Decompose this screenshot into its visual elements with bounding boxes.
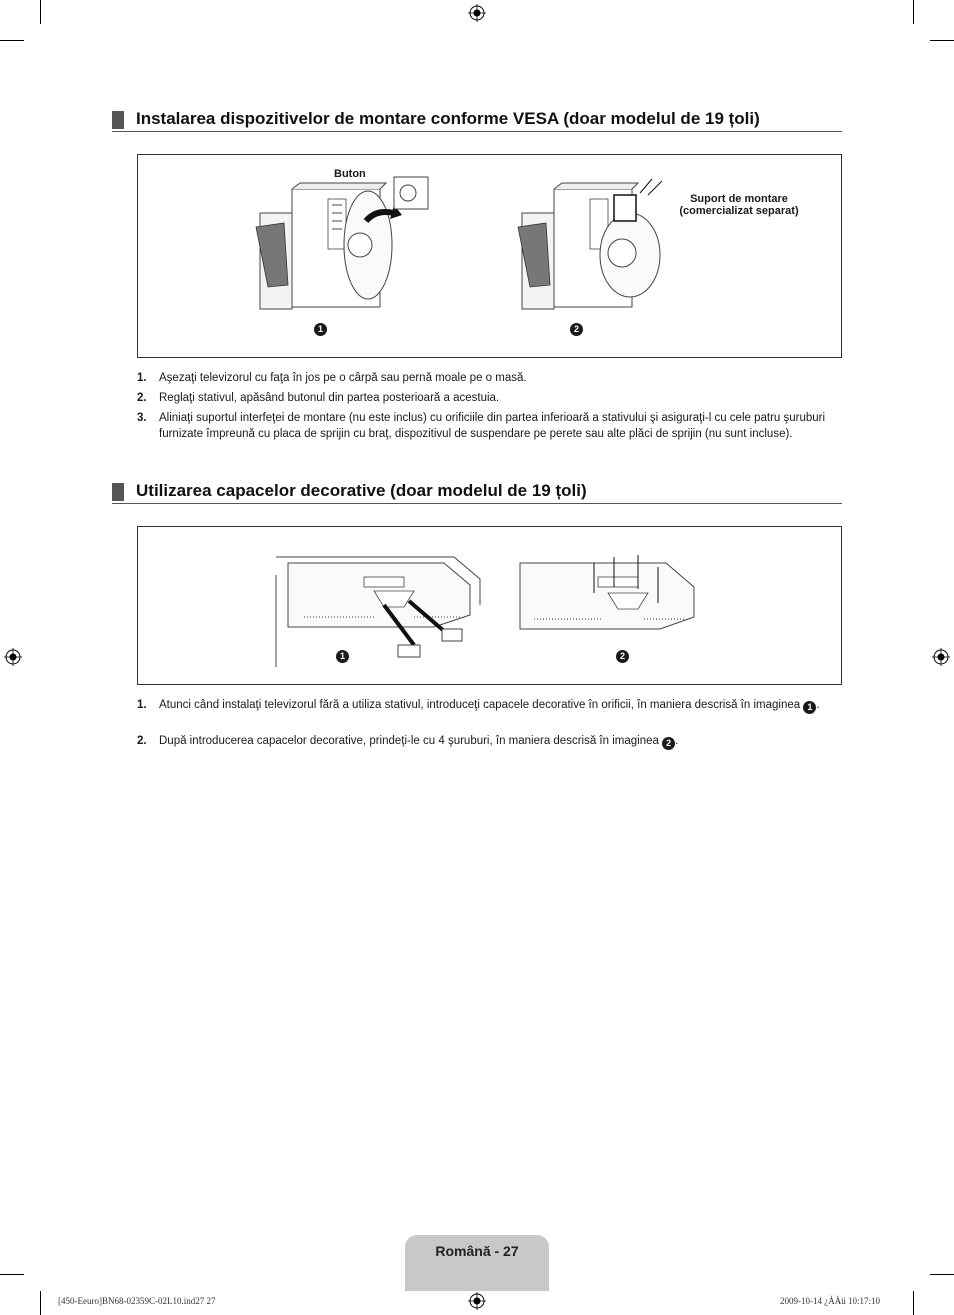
step-text: Reglaţi stativul, apăsând butonul din partea posterioară a acestuia. [159,392,500,404]
page-number-tab [405,1235,549,1291]
inline-badge: 1 [803,701,816,714]
label-mount [668,193,810,217]
section-title: Utilizarea capacelor decorative (doar modelul de 19 țoli) [136,481,587,500]
figure-badge-1: 1 [336,650,349,663]
list-item [137,371,842,387]
figure-decorative-covers [137,526,842,685]
section-heading-covers [112,481,842,504]
list-item [137,391,842,407]
section-title: Instalarea dispozitivelor de montare conforme VESA (doar modelul de 19 țoli) [136,109,760,128]
label-mount-line2: (comercializat separat) [679,205,799,217]
step-suffix: . [816,699,820,711]
step-text: Atunci când instalaţi televizorul fără a utiliza stativul, introduceţi capacele decorative în orificii, în maniera descrisă în imaginea [159,699,801,711]
step-number: 2. [137,392,147,404]
crop-mark [0,1274,24,1275]
page-label: Română - 27 [435,1243,519,1259]
list-item [137,734,842,750]
step-text-wrapper [159,734,842,750]
crop-mark [40,0,41,24]
label-mount-line1: Suport de montare [690,193,788,205]
registration-mark-icon [468,1292,486,1310]
step-number: 3. [137,412,147,424]
figure-badge-2: 2 [616,650,629,663]
label-button: Buton [334,168,366,180]
step-number: 1. [137,699,147,711]
tv-covers-screws-illustration [518,553,698,653]
figure-vesa-mount [137,154,842,358]
crop-mark [40,1291,41,1315]
figure-badge-2: 2 [570,323,583,336]
tv-back-stand-illustration [248,175,448,315]
print-slug-left: [450-Eeuro]BN68-02359C-02L10.ind27 27 [58,1296,216,1306]
print-slug-right: 2009-10-14 ¿ÀÀü 10:17:10 [780,1296,880,1306]
step-suffix: . [675,735,679,747]
tv-mount-bracket-illustration [510,175,670,315]
crop-mark [913,1291,914,1315]
registration-mark-icon [468,4,486,22]
list-item [137,698,842,730]
crop-mark [913,0,914,24]
step-text: Aliniaţi suportul interfeţei de montare (nu este inclus) cu orificiile din partea inferioară a stativului şi asiguraţi-l cu cele patru şuruburi furnizate împreună cu placa de sprijin cu braţ, dispozitivul de suspendare pe perete sau alte plăci de sprijin (nu sunt incluse). [159,412,826,440]
section-heading-vesa [112,109,842,132]
step-text: Aşezaţi televizorul cu faţa în jos pe o cârpă sau pernă moale pe o masă. [159,372,527,384]
heading-bar [112,111,124,129]
step-text: După introducerea capacelor decorative, prindeţi-le cu 4 şuruburi, în maniera descrisă în imaginea [159,735,659,747]
heading-bar [112,483,124,501]
crop-mark [930,1274,954,1275]
step-number: 2. [137,735,147,747]
figure-badge-1: 1 [314,323,327,336]
tv-covers-insert-illustration [274,555,484,670]
step-number: 1. [137,372,147,384]
crop-mark [0,40,24,41]
registration-mark-icon [4,648,22,666]
list-item [137,411,842,459]
inline-badge: 2 [662,737,675,750]
crop-mark [930,40,954,41]
step-text-wrapper [159,698,842,714]
registration-mark-icon [932,648,950,666]
